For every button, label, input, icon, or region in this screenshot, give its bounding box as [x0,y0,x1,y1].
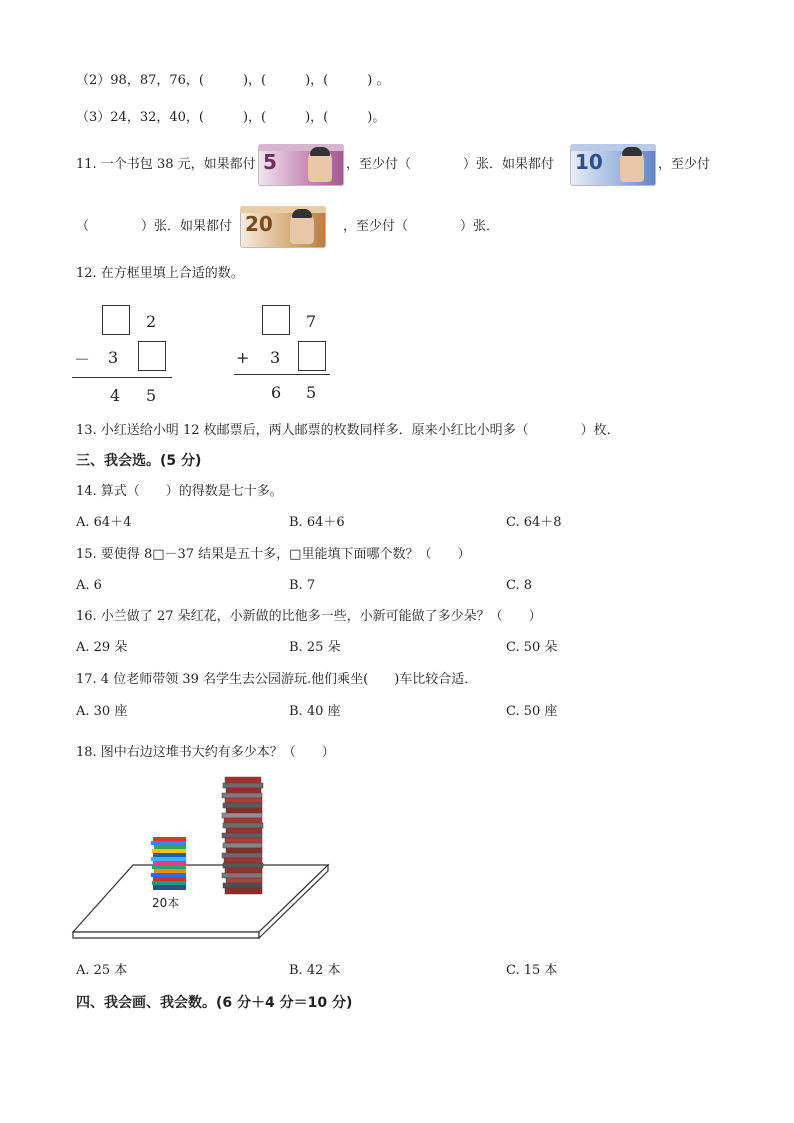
q14-option-c[interactable]: C. 64＋8 [506,515,562,530]
q11-text-c: ，至少付 [658,157,711,172]
q11-text-d: （ ）张．如果都付 [76,219,233,234]
left-top-digit: 2 [146,312,157,331]
small-stack-label: 20本 [152,896,180,910]
ten-yuan-note-image [570,144,656,186]
section-3-heading: 三、我会选。(5 分) [76,453,202,469]
table-board [73,865,328,932]
q14-option-b[interactable]: B. 64＋6 [289,515,345,530]
note-denomination: 20 [245,212,273,236]
q16-stem: 16. 小兰做了 27 朵红花，小新做的比他多一些，小新可能做了多少朵？（ ） [76,609,542,624]
q16-option-b[interactable]: B. 25 朵 [289,640,341,655]
note-denomination: 10 [575,150,603,174]
q16-option-a[interactable]: A. 29 朵 [76,640,128,655]
note-denomination: 5 [263,150,277,174]
right-mid-digit: 3 [270,348,281,367]
q15-option-c[interactable]: C. 8 [506,578,533,593]
twenty-yuan-note-image [240,206,326,248]
q15-stem: 15. 要使得 8□－37 结果是五十多，□里能填下面哪个数？（ ） [76,547,471,562]
q10-part2: （2）98，87，76，( )，( )，( ) 。 [76,73,390,88]
q18-stem: 18. 图中右边这堆书大约有多少本？（ ） [76,745,335,760]
plus-sign: + [236,348,250,367]
answer-box[interactable] [138,341,166,371]
q14-stem: 14. 算式（ ）的得数是七十多。 [76,484,283,499]
answer-box[interactable] [298,341,326,371]
q18-option-a[interactable]: A. 25 本 [76,963,128,978]
small-book-stack [151,837,186,890]
q10-part3: （3）24，32，40，( )，( )，( )。 [76,110,386,125]
q11-text-b: ，至少付（ ）张．如果都付 [346,157,555,172]
q15-option-b[interactable]: B. 7 [289,578,316,593]
q11-text-a: 11. 一个书包 38 元，如果都付 [76,157,256,172]
q17-option-b[interactable]: B. 40 座 [289,704,341,719]
table-edge [73,932,259,938]
q11-text-e: ，至少付（ ）张． [343,219,500,234]
five-yuan-note-image [258,144,344,186]
right-result-digit-1: 6 [271,383,282,402]
q16-option-c[interactable]: C. 50 朵 [506,640,558,655]
q15-option-a[interactable]: A. 6 [76,578,102,593]
left-mid-digit: 3 [108,348,119,367]
q17-stem: 17. 4 位老师带领 39 名学生去公园游玩.他们乘坐( )车比较合适． [76,672,478,687]
right-result-digit-2: 5 [306,383,317,402]
q17-option-a[interactable]: A. 30 座 [76,704,128,719]
left-result-digit-2: 5 [146,386,157,405]
book-stacks-illustration [60,765,350,950]
tall-book-stack [222,777,263,894]
answer-box[interactable] [102,305,130,335]
q17-option-c[interactable]: C. 50 座 [506,704,558,719]
q18-option-c[interactable]: C. 15 本 [506,963,558,978]
left-result-line [72,377,172,378]
q14-option-a[interactable]: A. 64＋4 [76,515,132,530]
right-top-digit: 7 [306,312,317,331]
q12-title: 12. 在方框里填上合适的数。 [76,266,244,281]
section-4-heading: 四、我会画、我会数。(6 分＋4 分＝10 分) [76,995,353,1011]
q13: 13. 小红送给小明 12 枚邮票后，两人邮票的枚数同样多．原来小红比小明多（ ）枚． [76,423,620,438]
answer-box[interactable] [262,305,290,335]
left-result-digit-1: 4 [110,386,121,405]
minus-sign: － [74,350,91,369]
right-result-line [234,374,330,375]
q18-option-b[interactable]: B. 42 本 [289,963,341,978]
